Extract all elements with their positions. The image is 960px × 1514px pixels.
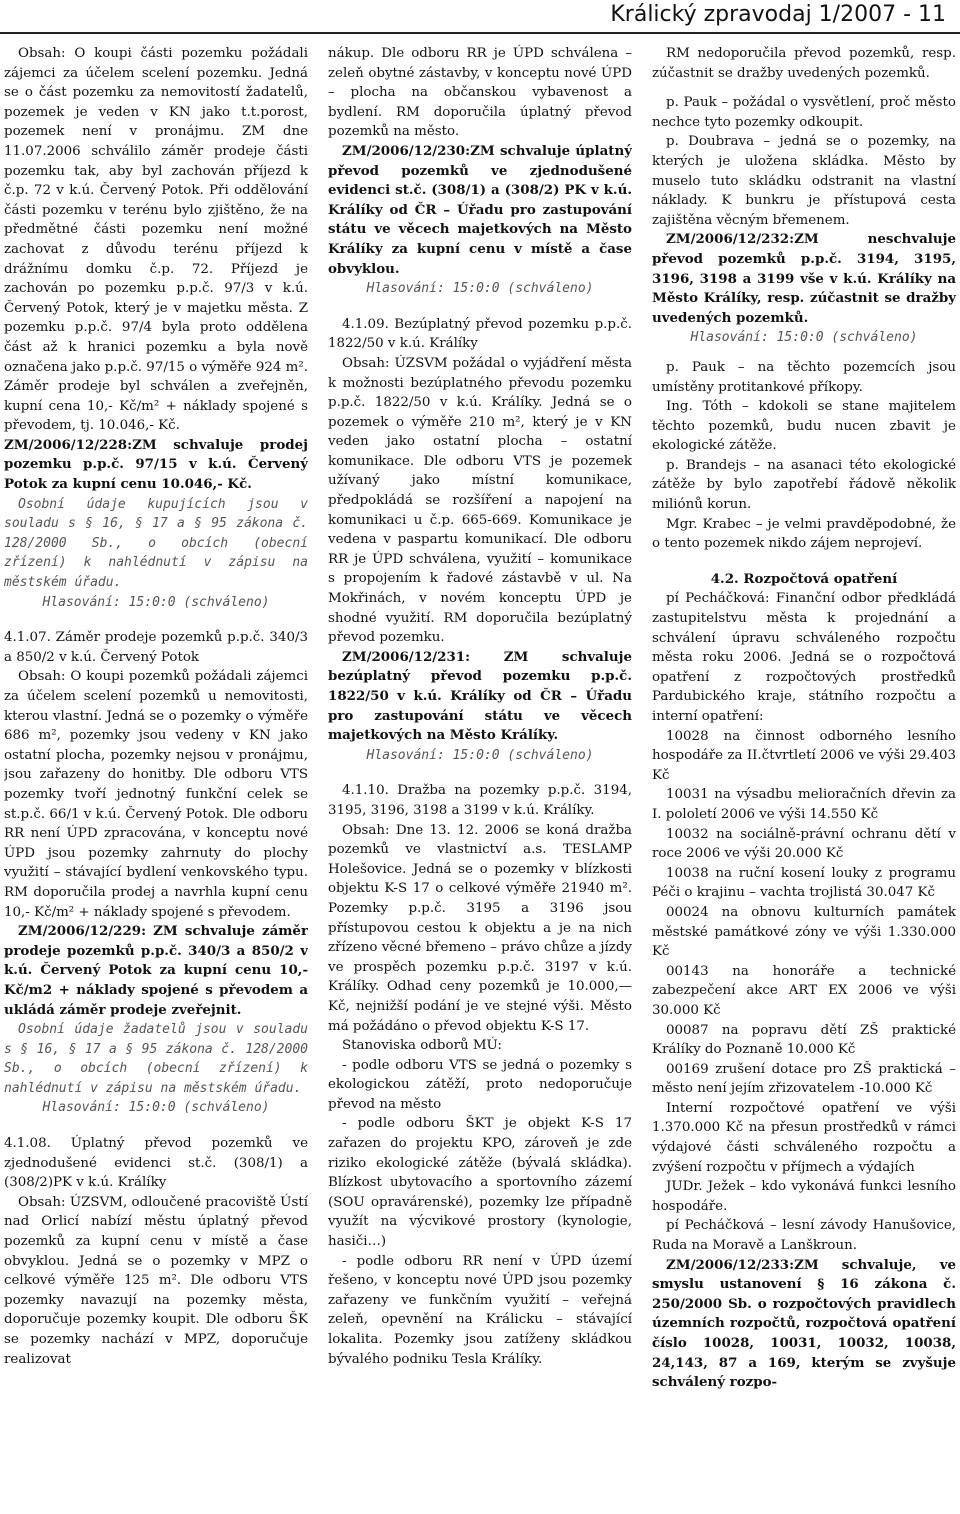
column3-paragraph: p. Doubrava – jedná se o pozemky, na kterých je uložena skládka. Město by muselo tuto skládku odstranit na vlastní náklady. K bunkru je přístupová cesta zajištěna věcným břemenem. xyxy=(652,134,956,228)
column3-paragraph: p. Pauk – požádal o vysvětlení, proč město nechce tyto pozemky odkoupit. xyxy=(652,95,956,130)
column2-paragraph: ZM/2006/12/231: ZM schvaluje bezúplatný převod pozemku p.p.č. 1822/50 v k.ú. Králíky od ČR – Úřadu pro zastupování státu ve věcech majetkových na Město Králíky. xyxy=(328,648,632,744)
header-rule xyxy=(0,32,960,34)
column3-paragraph: 10031 na výsadbu melioračních dřevin za I. pololetí 2006 ve výši 14.550 Kč xyxy=(652,787,956,822)
column3-paragraph: 00087 na popravu dětí ZŠ praktické Králíky do Poznaně 10.000 Kč xyxy=(652,1022,956,1058)
page-header xyxy=(0,0,960,46)
publication-title: Králický zpravodaj 1/2007 - 11 xyxy=(610,2,946,27)
column3-paragraph: 10028 na činnost odborného lesního hospodáře za II.čtvrtletí 2006 ve výši 29.403 Kč xyxy=(652,728,956,783)
column3-paragraph: ZM/2006/12/232:ZM neschvaluje převod pozemků p.p.č. 3194, 3195, 3196, 3198 a 3199 vše v k.ú. Králíky na Město Králíky, resp. zúčastnit se dražby uvedených pozemků. xyxy=(652,231,956,326)
column2-paragraph: nákup. Dle odboru RR je ÚPD schválena – zeleň obytné zástavby, v konceptu nové ÚPD – plocha na občanskou vybavenost a bydlení. RM doporučila úplatný převod pozemků na město. xyxy=(328,46,632,140)
column1-paragraph: 4.1.07. Záměr prodeje pozemků p.p.č. 340/3 a 850/2 v k.ú. Červený Potok xyxy=(4,630,308,665)
column1-paragraph: ZM/2006/12/229: ZM schvaluje záměr prodeje pozemků p.p.č. 340/3 a 850/2 v k.ú. Červený Potok za kupní cenu 10,- Kč/m2 + náklady spojené s převodem a ukládá záměr prodeje zveřejnit. xyxy=(4,923,308,1018)
column3-paragraph: JUDr. Ježek – kdo vykonává funkci lesního hospodáře. xyxy=(652,1179,956,1214)
column2-paragraph: 4.1.09. Bezúplatný převod pozemku p.p.č. 1822/50 v k.ú. Králíky xyxy=(328,316,632,352)
column2-paragraph: - podle odboru VTS se jedná o pozemky s ekologickou zátěží, proto nedoporučuje převod na město xyxy=(328,1057,632,1112)
column3-paragraph: 00143 na honoráře a technické zabezpečení akce ART EX 2006 ve výši 30.000 Kč xyxy=(652,963,956,1018)
column2-paragraph: Obsah: Dne 13. 12. 2006 se koná dražba pozemků ve vlastnictví a.s. TESLAMP Holešovice. Jedná se o pozemky v blízkosti objektu K-S 17 o celkové výměře 21940 m². Pozemky p.p.č. 3195 a 3196 jsou přístupovou cestou k objektu a je na nich zřízeno věcné břemeno – právo chůze a jízdy ve prospěch pozemku p.p.č. 3197 v k.ú. Králíky. Odhad ceny pozemků je 10.000,— Kč, nejnižší podání je ve stejné výši. Město má požádáno o převod objektu K-S 17. xyxy=(328,822,632,1034)
column2-paragraph: Hlasování: 15:0:0 (schváleno) xyxy=(366,281,594,297)
column3-paragraph: 10032 na sociálně-právní ochranu dětí v roce 2006 ve výši 20.000 Kč xyxy=(652,826,956,862)
column2-paragraph: Stanoviska odborů MÚ: xyxy=(342,1038,502,1054)
column1-paragraph: ZM/2006/12/228:ZM schvaluje prodej pozemku p.p.č. 97/15 v k.ú. Červený Potok za kupní cenu 10.046,- Kč. xyxy=(4,436,308,493)
column1-paragraph: Hlasování: 15:0:0 (schváleno) xyxy=(42,1100,270,1116)
column3-paragraph: pí Pecháčková – lesní závody Hanušovice, Ruda na Moravě a Lanškroun. xyxy=(652,1218,956,1254)
column1-paragraph: Obsah: O koupi pozemků požádali zájemci za účelem scelení pozemků u nemovitosti, kterou vlastní. Jedná se o pozemky o výměře 686 m², pozemky jsou vedeny v KN jako ostatní plocha, pozemky nejsou v pronájmu, jsou zařazeny do honitby. Dle odboru VTS pozemky tvoří jednotný funkční celek se st.p.č. 66/1 v k.ú. Červený Potok. Dle odboru RR není ÚPD zpracována, v konceptu nové ÚPD jsou pozemky zahrnuty do plochy využití – stávající bydlení venkovského typu. RM doporučila prodej a navrhla kupní cenu 10,- Kč/m² + náklady spojené s převodem. xyxy=(4,669,308,920)
text-column-3 xyxy=(652,44,956,1510)
column3-paragraph: Interní rozpočtové opatření ve výši 1.370.000 Kč na přesun prostředků v rámci výdajové části schváleného rozpočtu a zvýšení rozpočtu v příjmech a výdajích xyxy=(652,1100,956,1175)
column3-paragraph: Ing. Tóth – kdokoli se stane majitelem těchto pozemků, budu nucen zbavit je ekologické zátěže. xyxy=(652,399,956,454)
column2-paragraph: - podle odboru RR není v ÚPD území řešeno, v konceptu nové ÚPD jsou pozemky zařazeny ve funkčním využití – veřejná zeleň, opevnění na Králicku – stávající lokalita. Pozemky jsou zatíženy skládkou bývalého podniku Tesla Králíky. xyxy=(328,1253,632,1367)
column3-paragraph: RM nedoporučila převod pozemků, resp. zúčastnit se dražby uvedených pozemků. xyxy=(652,46,956,81)
column3-paragraph: 00169 zrušení dotace pro ZŠ praktická – město není jejím zřizovatelem -10.000 Kč xyxy=(652,1061,956,1097)
column1-paragraph: Obsah: ÚZSVM, odloučené pracoviště Ústí nad Orlicí nabízí městu úplatný převod pozemků za kupní cenu v místě a čase obvyklou. Jedná se o pozemky v MPZ o celkové výměře 125 m². Dle odboru VTS pozemky navazují na pozemky města, doporučuje pozemky koupit. Dle odboru ŠK se pozemky nachází v MPZ, doporučuje realizovat xyxy=(4,1194,308,1367)
column2-paragraph: - podle odboru ŠKT je objekt K-S 17 zařazen do projektu KPO, zároveň je zde riziko ekologické zátěže (bývalá skládka). Blízkost ubytovacího a sportovního zázemí (SOU opravárenské), pozemky lze případně využít na výcvikové prostory (kynologie, hasiči…) xyxy=(328,1116,632,1250)
column2-paragraph: Obsah: ÚZSVM požádal o vyjádření města k možnosti bezúplatného převodu pozemku p.p.č. 1822/50 v k.ú. Králíky. Jedná se o pozemek o výměře 210 m², který je v KN veden jako ostatní plocha – ostatní komunikace. Dle odboru VTS je pozemek užívaný jako místní komunikace, předpokládá se rozšíření a napojení na komunikaci u č.p. 665-669. Komunikace je vedena v paspartu komunikací. Dle odboru RR je ÚPD schválena, využití – komunikace s propojením k řadové zástavbě v ul. Na Mokřinách, v novém konceptu ÚPD je shodné využití. RM doporučila bezúplatný převod pozemku. xyxy=(328,355,632,646)
column2-paragraph: ZM/2006/12/230:ZM schvaluje úplatný převod pozemků ve zjednodušené evidenci st.č. (308/1) a (308/2) PK v k.ú. Králíky od ČR – Úřadu pro zastupování státu ve věcech majetkových na Město Králíky za kupní cenu v místě a čase obvyklou. xyxy=(328,142,632,277)
column3-paragraph: pí Pecháčková: Finanční odbor předkládá zastupitelstvu města k projednání a schválení úpravu schváleného rozpočtu města roku 2006. Jedná se o rozpočtová opatření z rozpočtových prostředků Pardubického kraje, státního rozpočtu a interní opatření: xyxy=(652,591,956,724)
column3-paragraph: 00024 na obnovu kulturních památek městské památkové zóny ve výši 1.330.000 Kč xyxy=(652,904,956,960)
column2-paragraph: 4.1.10. Dražba na pozemky p.p.č. 3194, 3195, 3196, 3198 a 3199 v k.ú. Králíky. xyxy=(328,783,632,818)
column2-paragraph: Hlasování: 15:0:0 (schváleno) xyxy=(366,747,594,763)
column3-paragraph: Mgr. Krabec – je velmi pravděpodobné, že o tento pozemek nikdo zájem neprojeví. xyxy=(652,516,956,552)
column1-paragraph: Obsah: O koupi části pozemku požádali zájemci za účelem scelení pozemku. Jedná se o část pozemku za nemovitostí žadatelů, pozemek je veden v KN jako t.t.porost, pozemek není v pronájmu. ZM dne 11.07.2006 schválilo záměr prodeje části pozemku tak, aby byl zachován příjezd k č.p. 72 v k.ú. Červený Potok. Při oddělování části pozemku v terénu bylo zjištěno, že na předmětné části pozemku není možné zachovat z důvodu terénu příjezd k drážnímu domku č.p. 72. Příjezd je zachován po pozemku p.p.č. 97/3 v k.ú. Červený Potok, který je v majetku města. Z pozemku p.p.č. 97/4 byla proto oddělena část až k hranici pozemku a byla nově označena jako p.p.č. 97/15 o výměře 924 m². Záměr prodeje byl schválen a zveřejněn, kupní cena 10,- Kč/m² + náklady spojené s převodem, tj. 10.046,- Kč. xyxy=(4,46,308,434)
column3-paragraph: 4.2. Rozpočtová opatření xyxy=(710,570,898,587)
column3-paragraph: 10038 na ruční kosení louky z programu Péči o krajinu – vachta trojlistá 30.047 Kč xyxy=(652,865,956,901)
text-column-2 xyxy=(328,44,632,1510)
column3-paragraph: Hlasování: 15:0:0 (schváleno) xyxy=(690,330,918,346)
column3-paragraph: p. Pauk – na těchto pozemcích jsou umístěny protitankové příkopy. xyxy=(652,359,956,395)
text-column-1 xyxy=(4,44,308,1510)
column1-paragraph: Osobní údaje kupujících jsou v souladu s § 16, § 17 a § 95 zákona č. 128/2000 Sb., o obcích (obecní zřízení) k nahlédnutí v zápisu na městském úřadu. xyxy=(4,496,308,591)
column3-paragraph: p. Brandejs – na asanaci této ekologické zátěže by bylo zapotřebí řádově několik miliónů korun. xyxy=(652,457,956,513)
column3-paragraph: ZM/2006/12/233:ZM schvaluje, ve smyslu ustanovení § 16 zákona č. 250/2000 Sb. o rozpočtových pravidlech územních rozpočtů, rozpočtová opatření číslo 10028, 10031, 10032, 10038, 24,143, 87 a 169, kterým se zvyšuje schválený rozpo- xyxy=(652,1256,956,1391)
column1-paragraph: Osobní údaje žadatelů jsou v souladu s § 16, § 17 a § 95 zákona č. 128/2000 Sb., o obcích (obecní zřízení) k nahlédnutí v zápisu na městském úřadu. xyxy=(4,1022,308,1096)
column1-paragraph: Hlasování: 15:0:0 (schváleno) xyxy=(42,594,270,610)
column1-paragraph: 4.1.08. Úplatný převod pozemků ve zjednodušené evidenci st.č. (308/1) a (308/2)PK v k.ú. Králíky xyxy=(4,1136,308,1191)
